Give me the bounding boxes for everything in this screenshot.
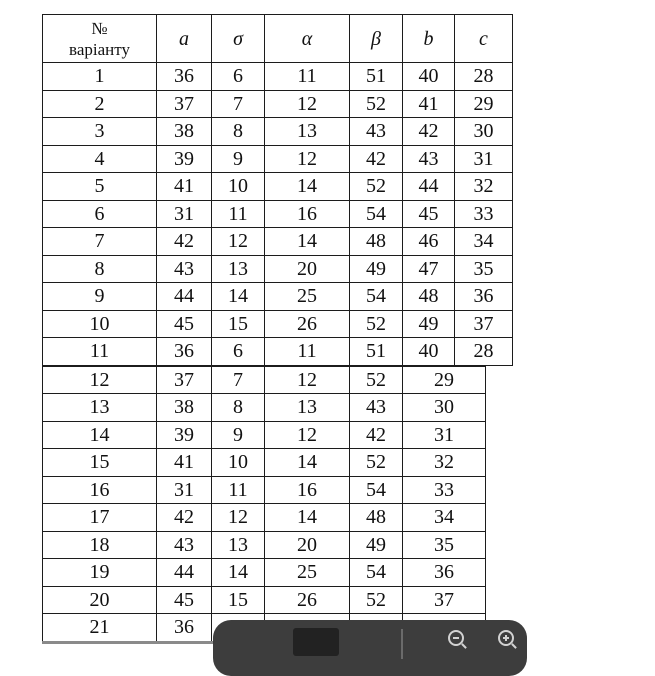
value-cell: 52 [350,586,403,614]
value-cell: 48 [350,228,403,256]
value-cell: 35 [403,531,486,559]
header-col-a: a [157,15,212,63]
value-cell: 52 [350,310,403,338]
value-cell: 31 [455,145,513,173]
table-row [43,118,513,146]
value-cell: 34 [403,504,486,532]
value-cell: 14 [265,173,350,201]
value-cell: 42 [350,421,403,449]
value-cell: 32 [403,449,486,477]
table-row [43,145,513,173]
value-cell: 46 [403,228,455,256]
table-row [43,421,486,449]
value-cell: 48 [403,283,455,311]
value-cell: 14 [265,449,350,477]
value-cell: 45 [403,200,455,228]
variant-number-cell: 21 [43,614,157,643]
value-cell: 43 [403,145,455,173]
value-cell: 31 [157,476,212,504]
value-cell: 9 [212,145,265,173]
value-cell: 11 [265,63,350,91]
value-cell: 11 [212,476,265,504]
table-row [43,476,486,504]
value-cell: 45 [157,586,212,614]
value-cell: 8 [212,394,265,422]
header-variant-line2: варіанту [69,39,130,59]
value-cell: 37 [455,310,513,338]
variant-number-cell: 11 [43,338,157,366]
value-cell: 52 [350,90,403,118]
value-cell: 20 [265,531,350,559]
value-cell: 14 [265,504,350,532]
value-cell: 52 [350,366,403,394]
value-cell: 39 [157,145,212,173]
header-col-alpha: α [265,15,350,63]
value-cell: 16 [265,476,350,504]
value-cell: 40 [403,63,455,91]
value-cell: 51 [350,338,403,366]
value-cell: 14 [265,228,350,256]
value-cell: 11 [265,338,350,366]
table-row [43,504,486,532]
table-row [43,394,486,422]
value-cell: 28 [455,63,513,91]
value-cell: 12 [212,504,265,532]
value-cell: 6 [212,338,265,366]
value-cell: 54 [350,476,403,504]
table-row [43,283,513,311]
value-cell: 37 [157,90,212,118]
value-cell: 31 [157,200,212,228]
value-cell: 8 [212,118,265,146]
value-cell: 43 [350,394,403,422]
value-cell: 29 [403,366,486,394]
value-cell: 44 [157,559,212,587]
value-cell: 13 [265,394,350,422]
value-cell: 9 [212,421,265,449]
value-cell: 40 [403,338,455,366]
value-cell: 41 [157,449,212,477]
value-cell: 43 [157,255,212,283]
header-variant-number [43,15,157,63]
value-cell: 13 [265,118,350,146]
variant-number-cell: 16 [43,476,157,504]
value-cell: 10 [212,449,265,477]
variant-number-cell: 2 [43,90,157,118]
value-cell: 13 [212,531,265,559]
table-row [43,449,486,477]
value-cell: 45 [157,310,212,338]
variant-number-cell: 7 [43,228,157,256]
value-cell: 34 [455,228,513,256]
value-cell: 6 [212,63,265,91]
zoom-in-icon [498,630,514,646]
table-row [43,559,486,587]
value-cell: 16 [265,200,350,228]
value-cell: 36 [157,63,212,91]
value-cell: 13 [212,255,265,283]
value-cell: 47 [403,255,455,283]
value-cell: 38 [157,118,212,146]
table-row [43,228,513,256]
value-cell: 41 [157,173,212,201]
value-cell: 25 [265,559,350,587]
value-cell: 49 [350,255,403,283]
value-cell: 35 [455,255,513,283]
value-cell: 43 [350,118,403,146]
value-cell: 49 [403,310,455,338]
variant-number-cell: 9 [43,283,157,311]
table-row [43,338,513,366]
variant-number-cell: 14 [43,421,157,449]
value-cell: 10 [212,173,265,201]
variant-number-cell: 20 [43,586,157,614]
variant-number-cell: 12 [43,366,157,394]
zoom-in-button[interactable] [495,626,517,648]
header-col-beta: β [350,15,403,63]
value-cell: 44 [403,173,455,201]
value-cell: 52 [350,449,403,477]
value-cell: 12 [265,90,350,118]
variant-number-cell: 5 [43,173,157,201]
variants-table-upper [42,14,513,366]
value-cell: 42 [157,228,212,256]
variant-number-cell: 1 [43,63,157,91]
value-cell: 7 [212,366,265,394]
table-row [43,586,486,614]
value-cell: 12 [265,366,350,394]
value-cell: 14 [212,559,265,587]
value-cell: 28 [455,338,513,366]
value-cell: 26 [265,586,350,614]
value-cell: 15 [212,586,265,614]
value-cell: 49 [350,531,403,559]
table-row [43,173,513,201]
variant-number-cell: 18 [43,531,157,559]
value-cell: 11 [212,200,265,228]
value-cell: 36 [455,283,513,311]
value-cell: 7 [212,90,265,118]
value-cell: 37 [157,366,212,394]
value-cell: 54 [350,559,403,587]
value-cell: 36 [157,614,212,643]
variant-number-cell: 13 [43,394,157,422]
value-cell: 54 [350,283,403,311]
page-number-input[interactable] [293,628,339,656]
header-col-c: c [455,15,513,63]
value-cell: 36 [157,338,212,366]
value-cell: 14 [212,283,265,311]
zoom-out-button[interactable] [445,626,467,648]
variant-number-cell: 6 [43,200,157,228]
value-cell: 12 [265,421,350,449]
value-cell: 33 [455,200,513,228]
table-row [43,255,513,283]
variant-number-cell: 10 [43,310,157,338]
zoom-out-icon [448,630,464,646]
table-row [43,200,513,228]
table-row [43,90,513,118]
table-row [43,63,513,91]
header-variant-line1: № [91,18,108,38]
value-cell: 42 [403,118,455,146]
value-cell: 33 [403,476,486,504]
variants-table-lower [42,366,486,644]
variant-number-cell: 4 [43,145,157,173]
value-cell: 42 [350,145,403,173]
value-cell: 12 [265,145,350,173]
value-cell: 29 [455,90,513,118]
value-cell: 32 [455,173,513,201]
variant-number-cell: 3 [43,118,157,146]
header-row [43,15,513,63]
value-cell: 41 [403,90,455,118]
table-row [43,366,486,394]
variant-number-cell: 8 [43,255,157,283]
value-cell: 43 [157,531,212,559]
table-row [43,310,513,338]
viewer-toolbar [213,620,527,676]
value-cell: 15 [212,310,265,338]
header-col-sigma: σ [212,15,265,63]
value-cell: 20 [265,255,350,283]
value-cell: 26 [265,310,350,338]
value-cell: 25 [265,283,350,311]
value-cell: 48 [350,504,403,532]
value-cell: 36 [403,559,486,587]
value-cell: 52 [350,173,403,201]
value-cell: 31 [403,421,486,449]
variant-number-cell: 19 [43,559,157,587]
value-cell: 54 [350,200,403,228]
value-cell: 12 [212,228,265,256]
variant-number-cell: 17 [43,504,157,532]
table-row [43,531,486,559]
value-cell: 42 [157,504,212,532]
value-cell: 37 [403,586,486,614]
value-cell: 30 [455,118,513,146]
value-cell: 30 [403,394,486,422]
value-cell: 44 [157,283,212,311]
header-col-b: b [403,15,455,63]
value-cell: 51 [350,63,403,91]
value-cell: 39 [157,421,212,449]
variant-number-cell: 15 [43,449,157,477]
value-cell: 38 [157,394,212,422]
variants-table [42,14,513,644]
